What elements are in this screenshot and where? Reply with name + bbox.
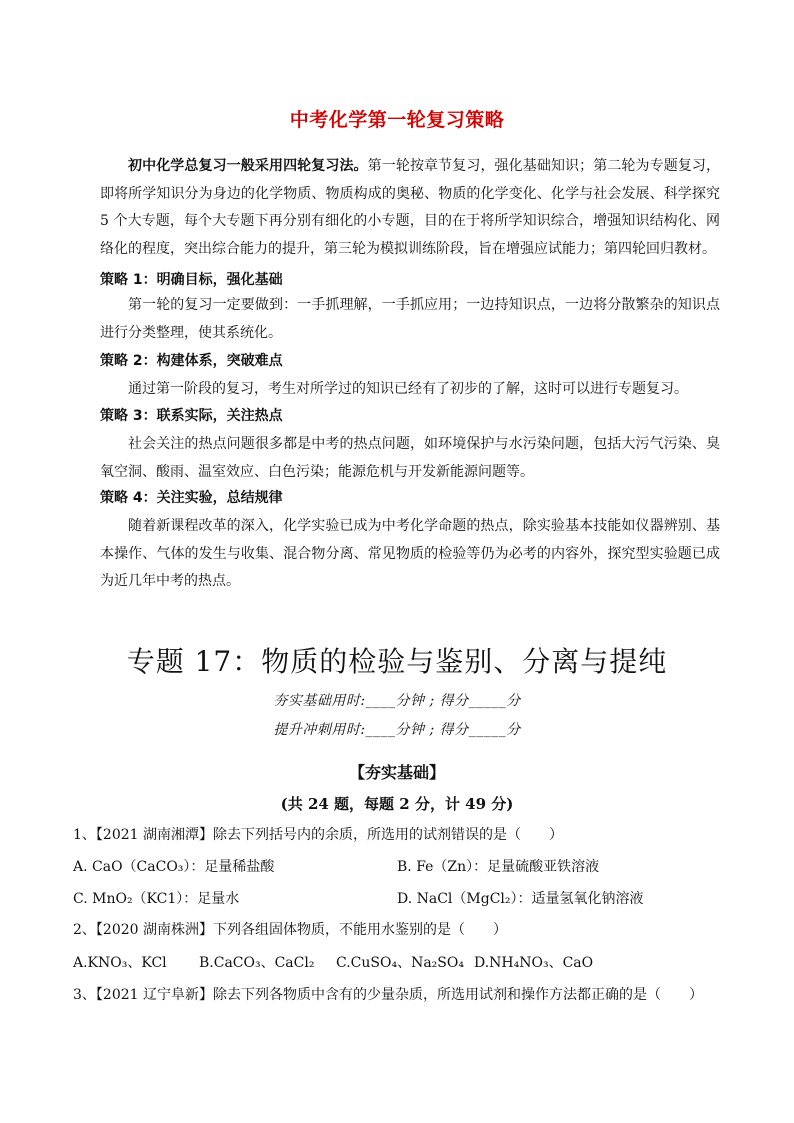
- question-1-option-c: C. MnO₂（KC1）：足量水: [73, 891, 240, 907]
- strategy-2-heading: 策略 2：构建体系，突破难点: [100, 353, 283, 369]
- question-2-option-a: A.KNO₃、KCl: [73, 955, 167, 971]
- strategy-4-text: 随着新课程改革的深入，化学实验已成为中考化学命题的热点，除实验基本技能如仪器辨别、基本操作、气体的发生与收集、混合物分离、常见物质的检验等仍为必考的内容外，探究型实验题已成为近几年中考的热点。: [100, 518, 720, 589]
- timing-basic: 夯实基础用时:____分钟 ; 得分_____分: [273, 693, 521, 709]
- strategy-1-text: 第一轮的复习一定要做到：一手抓理解，一手抓应用；一边持知识点，一边将分散繁杂的知识点进行分类整理，使其系统化。: [100, 297, 720, 341]
- question-1-option-a: A. CaO（CaCO₃）：足量稀盐酸: [73, 859, 275, 875]
- document-title: 中考化学第一轮复习策略: [289, 109, 505, 131]
- timing-advanced: 提升冲刺用时:____分钟 ; 得分_____分: [273, 722, 521, 738]
- intro-lead: 初中化学总复习一般采用四轮复习法。: [128, 158, 368, 174]
- strategy-2-text: 通过第一阶段的复习，考生对所学过的知识已经有了初步的了解，这时可以进行专题复习。: [128, 381, 688, 397]
- question-1-option-b: B. Fe（Zn）：足量硫酸亚铁溶液: [397, 859, 600, 875]
- strategy-1-heading: 策略 1：明确目标，强化基础: [100, 272, 283, 288]
- question-2-option-b: B.CaCO₃、CaCl₂: [199, 955, 315, 971]
- intro-body: 第一轮按章节复习，强化基础知识；第二轮为专题复习，即将所学知识分为身边的化学物质、物质构成的奥秘、物质的化学变化、化学与社会发展、科学探究 5 个大专题，每个大专题下再分别有细化的小专题，目的在于将所学知识综合，增强知识结构化、网络化的程度，突出综合能力的提升，第三轮为模拟训练阶段，旨在增强应试能力；第四轮回归教材。: [100, 158, 721, 257]
- section-heading: 【夯实基础】: [348, 763, 445, 782]
- question-1-stem: 1、【2021 湖南湘潭】除去下列括号内的余质，所选用的试剂错误的是（ ）: [73, 827, 563, 843]
- strategy-3-text: 社会关注的热点问题很多都是中考的热点问题，如环境保护与水污染问题，包括大污气污染、臭氧空洞、酸雨、温室效应、白色污染；能源危机与开发新能源问题等。: [100, 436, 720, 480]
- question-3-stem: 3、【2021 辽宁阜新】除去下列各物质中含有的少量杂质，所选用试剂和操作方法都正确的是（ ）: [73, 987, 703, 1003]
- question-1-option-d: D. NaCl（MgCl₂）：适量氢氧化钠溶液: [397, 891, 644, 907]
- question-2-stem: 2、【2020 湖南株洲】下列各组固体物质，不能用水鉴别的是（ ）: [73, 922, 507, 938]
- strategy-4-heading: 策略 4：关注实验，总结规律: [100, 490, 283, 506]
- section-note: (共 24 题，每题 2 分，计 49 分): [280, 795, 514, 813]
- intro-paragraph: [100, 153, 720, 263]
- question-2-option-d: D.NH₄NO₃、CaO: [474, 955, 594, 971]
- strategy-3-heading: 策略 3：联系实际，关注热点: [100, 408, 283, 424]
- question-2-option-c: C.CuSO₄、Na₂SO₄: [336, 955, 464, 971]
- topic-title: 专题 17：物质的检验与鉴别、分离与提纯: [126, 645, 668, 678]
